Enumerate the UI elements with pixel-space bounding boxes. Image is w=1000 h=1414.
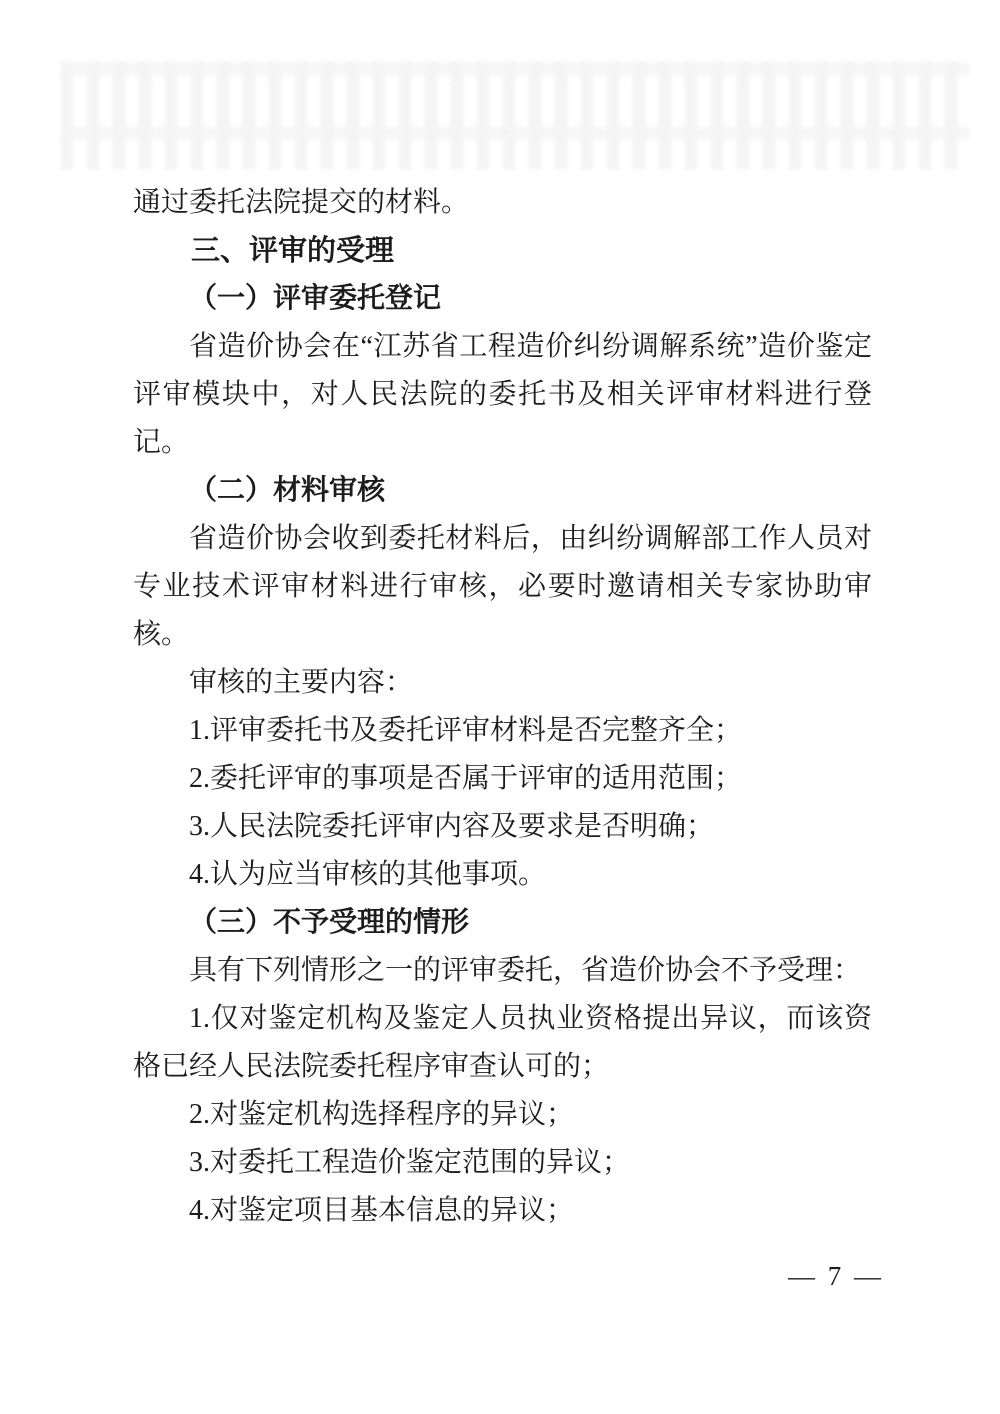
section-heading: 三、评审的受理	[191, 235, 395, 267]
paragraph-continuation: 通过委托法院提交的材料。	[133, 187, 470, 218]
subsection-heading: （一）评审委托登记	[189, 283, 442, 314]
subsection-heading: （二）材料审核	[189, 475, 386, 506]
list-item: 3.对委托工程造价鉴定范围的异议；	[189, 1147, 631, 1178]
list-item: 1.仅对鉴定机构及鉴定人员执业资格提出异议，而该资格已经人民法院委托程序审查认可的；	[133, 1003, 872, 1082]
page-number: — 7 —	[788, 1261, 884, 1291]
list-item: 2.委托评审的事项是否属于评审的适用范围；	[189, 763, 743, 794]
paragraph: 省造价协会收到委托材料后，由纠纷调解部工作人员对专业技术评审材料进行审核，必要时邀请相关专家协助审核。	[133, 523, 872, 650]
paragraph: 审核的主要内容：	[189, 667, 414, 698]
list-item: 2.对鉴定机构选择程序的异议；	[189, 1099, 575, 1130]
paragraph: 省造价协会在“江苏省工程造价纠纷调解系统”造价鉴定评审模块中，对人民法院的委托书及相关评审材料进行登记。	[133, 331, 872, 458]
subsection-heading: （三）不予受理的情形	[189, 907, 470, 938]
paragraph: 具有下列情形之一的评审委托，省造价协会不予受理：	[189, 955, 862, 986]
list-item: 1.评审委托书及委托评审材料是否完整齐全；	[189, 715, 743, 746]
list-item: 4.对鉴定项目基本信息的异议；	[189, 1195, 575, 1226]
document-body	[133, 179, 872, 1235]
list-item: 3.人民法院委托评审内容及要求是否明确；	[189, 811, 715, 842]
list-item: 4.认为应当审核的其他事项。	[189, 859, 547, 890]
scan-bleed-artifact	[60, 60, 970, 170]
